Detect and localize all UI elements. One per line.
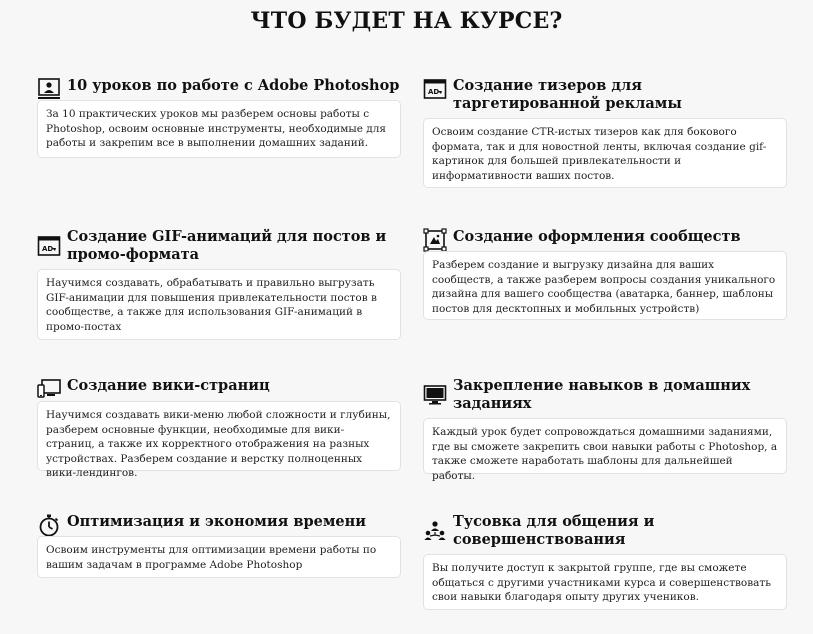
page-title: ЧТО БУДЕТ НА КУРСЕ? [250, 8, 563, 34]
feature-description: Научимся создавать, обрабатывать и правильно выгрузать GIF-анимации для повышения привлекательности постов в сообществе, а также для использования GIF-анимаций в промо-постах [37, 269, 401, 340]
feature-heading: Создание тизеров для таргетированной рекламы [453, 77, 682, 112]
feature-heading: Оптимизация и экономия времени [67, 513, 367, 530]
ad-window-icon [423, 77, 447, 101]
feature-description: Вы получите доступ к закрытой группе, где вы сможете общаться с другими участниками курса и совершенствовать свои навыки благодаря опыту других учеников. [423, 554, 787, 610]
community-icon [423, 519, 447, 543]
teacher-icon [37, 77, 61, 101]
feature-description: Научимся создавать вики-меню любой сложности и глубины, разберем основные функции, необходимые для вики-страниц, а также их корректного отображения на разных устройствах. Разберем создание и верстку полноценных вики-лендингов. [37, 401, 401, 471]
feature-item-wiki-pages [37, 377, 401, 479]
feature-item-ad-teasers [423, 77, 787, 189]
feature-heading: Создание GIF-анимаций для постов и промо-формата [67, 228, 387, 263]
feature-item-time-optimization [37, 513, 401, 579]
svg-text:AD: AD [428, 88, 440, 96]
feature-description: Разберем создание и выгрузку дизайна для ваших сообществ, а также разберем вопросы создания уникального дизайна для вашего сообщества (аватарка, баннер, шаблоны постов для десктопных и мобильных устройств) [423, 251, 787, 320]
feature-item-homework [423, 377, 787, 482]
feature-description: За 10 практических уроков мы разберем основы работы с Photoshop, освоим основные инструменты, необходимые для работы и закрепим все в выполнении домашних заданий. [37, 100, 401, 158]
monitor-icon [423, 383, 447, 407]
feature-heading: Закрепление навыков в домашних заданиях [453, 377, 751, 412]
feature-description: Каждый урок будет сопровождаться домашними заданиями, где вы сможете закрепить свои навыки работы с Photoshop, а также сможете наработать шаблоны для дальнейшей работы. [423, 418, 787, 474]
svg-text:AD: AD [42, 245, 54, 253]
feature-item-photoshop-lessons [37, 77, 401, 159]
feature-item-community-design [423, 228, 787, 320]
feature-item-gif-animations [37, 228, 401, 340]
feature-description: Освоим инструменты для оптимизации времени работы по вашим задачам в программе Adobe Photoshop [37, 536, 401, 578]
ad-window-icon [37, 234, 61, 258]
feature-item-community [423, 513, 787, 610]
feature-heading: Тусовка для общения и совершенствования [453, 513, 655, 548]
feature-heading: 10 уроков по работе с Adobe Photoshop [67, 77, 400, 94]
feature-heading: Создание вики-страниц [67, 377, 270, 394]
design-frame-icon [423, 228, 447, 252]
feature-description: Освоим создание CTR-истых тизеров как для бокового формата, так и для новостной ленты, включая создание gif-картинок для большей привлекательности и информативности ваших постов. [423, 118, 787, 188]
devices-icon [37, 377, 61, 401]
feature-heading: Создание оформления сообществ [453, 228, 741, 245]
stopwatch-icon [37, 513, 61, 537]
